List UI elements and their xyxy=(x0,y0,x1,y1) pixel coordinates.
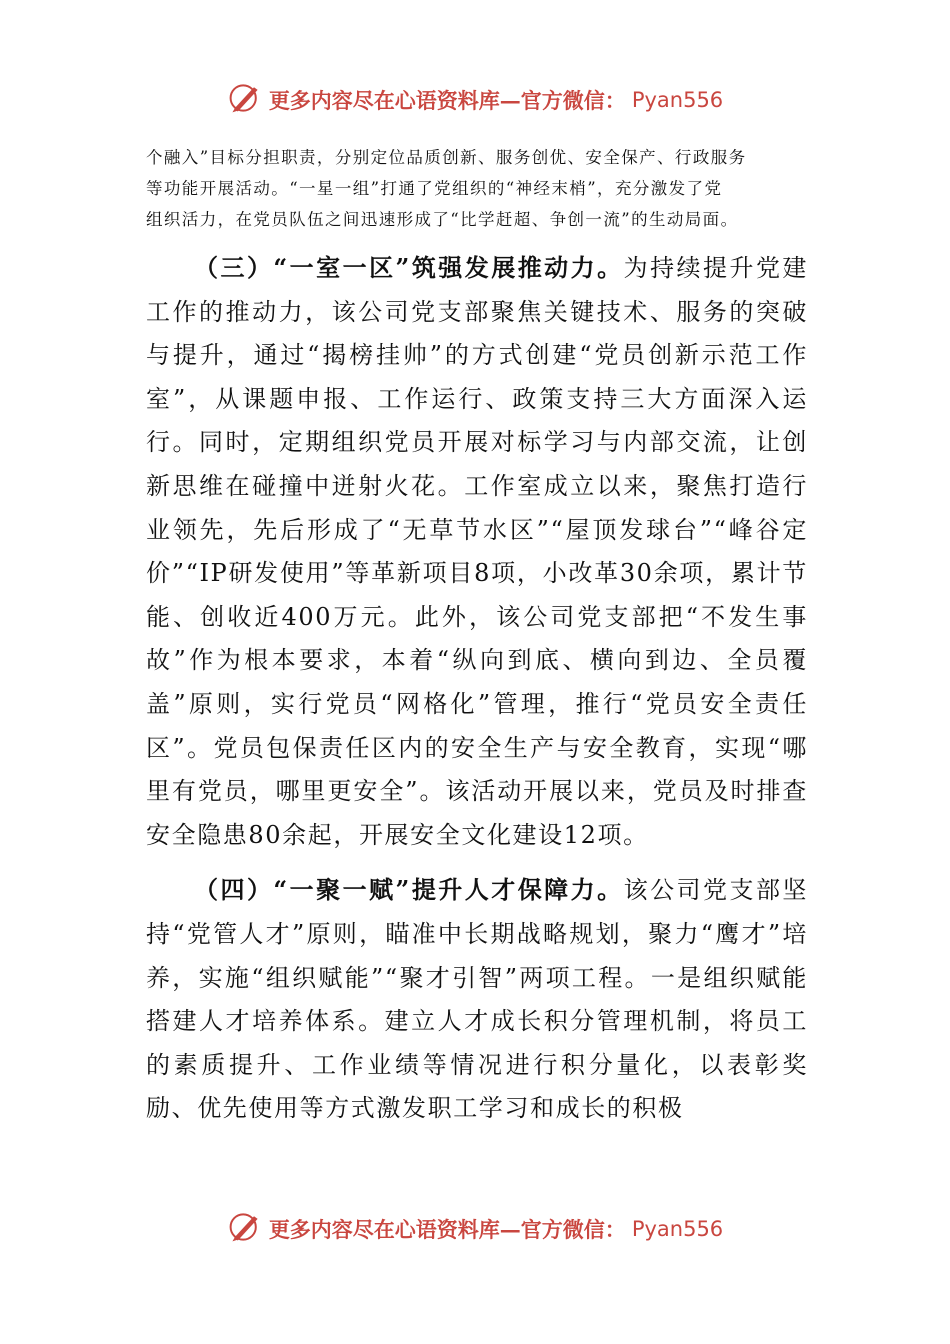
pen-logo-icon xyxy=(227,80,263,120)
pen-logo-icon xyxy=(227,1209,263,1249)
banner-text: 更多内容尽在心语资料库—官方微信： xyxy=(268,1217,626,1242)
section-four-heading: （四）“一聚一赋”提升人才保障力。 xyxy=(194,875,624,905)
banner-handle: Pyan556 xyxy=(631,88,724,112)
section-three-paragraph xyxy=(146,246,808,857)
header-banner xyxy=(0,80,950,120)
document-body xyxy=(146,246,808,1131)
section-four-paragraph xyxy=(146,868,808,1131)
intro-line: 组织活力，在党员队伍之间迅速形成了“比学赶超、争创一流”的生动局面。 xyxy=(146,210,739,229)
section-three-body: 为持续提升党建工作的推动力，该公司党支部聚焦关键技术、服务的突破与提升，通过“揭榜挂帅”的方式创建“党员创新示范工作室”，从课题申报、工作运行、政策支持三大方面深入运行。同时，定期组织党员开展对标学习与内部交流，让创新思维在碰撞中迸射火花。工作室成立以来，聚焦打造行业领先，先后形成了“无草节水区”“屋顶发球台”“峰谷定价”“IP研发使用”等革新项目8项，小改革30余项，累计节能、创收近400万元。此外，该公司党支部把“不发生事故”作为根本要求，本着“纵向到底、横向到边、全员覆盖”原则，实行党员“网格化”管理，推行“党员安全责任区”。党员包保责任区内的安全生产与安全教育，实现“哪里有党员，哪里更安全”。该活动开展以来，党员及时排查安全隐患80余起，开展安全文化建设12项。 xyxy=(146,254,809,849)
section-four-body: 该公司党支部坚持“党管人才”原则，瞄准中长期战略规划，聚力“鹰才”培养，实施“组织赋能”“聚才引智”两项工程。一是组织赋能搭建人才培养体系。建立人才成长积分管理机制，将员工的素质提升、工作业绩等情况进行积分量化，以表彰奖励、优先使用等方式激发职工学习和成长的积极 xyxy=(146,876,809,1123)
intro-paragraph xyxy=(146,142,806,235)
banner-text: 更多内容尽在心语资料库—官方微信： xyxy=(268,88,626,113)
footer-banner xyxy=(0,1209,950,1249)
banner-handle: Pyan556 xyxy=(631,1217,724,1241)
intro-line: 个融入”目标分担职责，分别定位品质创新、服务创优、安全保产、行政服务 xyxy=(146,148,747,167)
intro-line: 等功能开展活动。“一星一组”打通了党组织的“神经末梢”，充分激发了党 xyxy=(146,179,723,198)
section-three-heading: （三）“一室一区”筑强发展推动力。 xyxy=(194,253,624,282)
